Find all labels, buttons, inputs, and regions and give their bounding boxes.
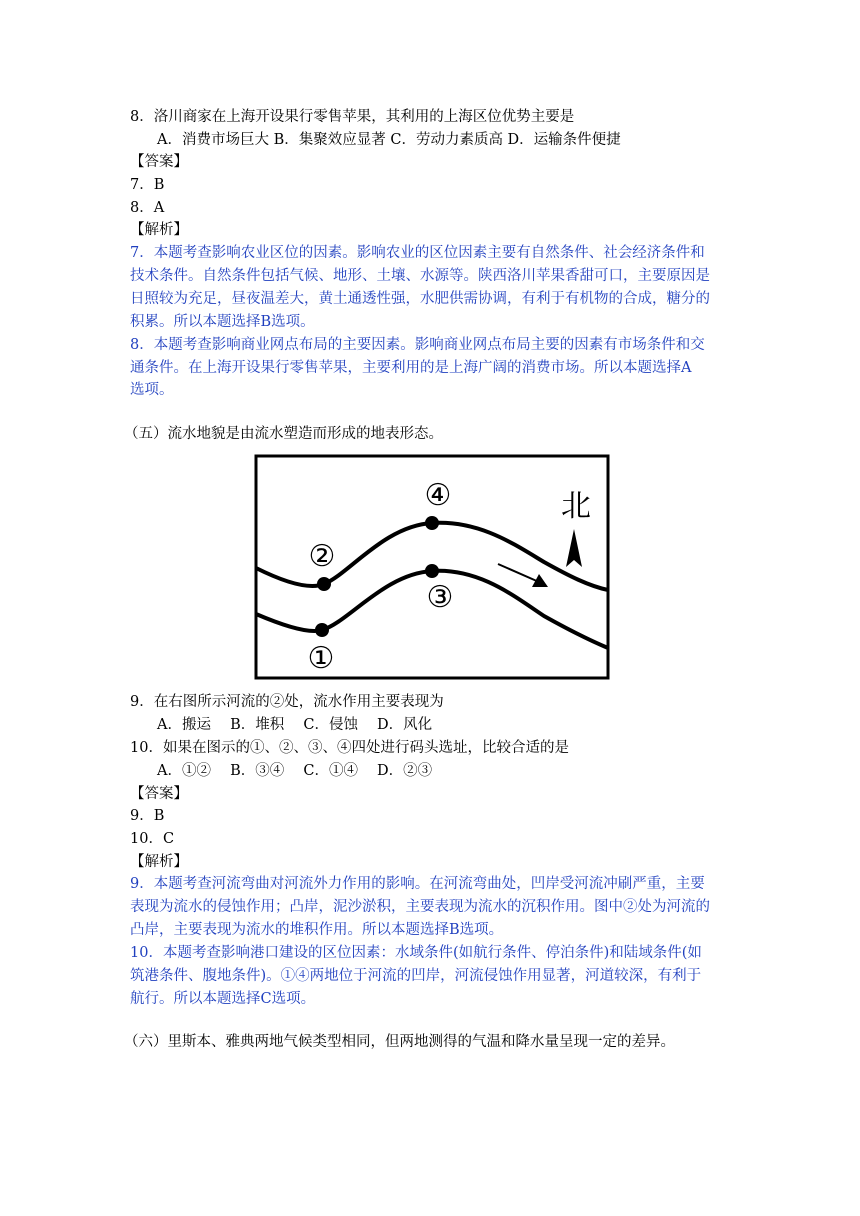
point-2-marker (317, 577, 331, 591)
river-meander-diagram (254, 454, 610, 680)
answer-8: 8．A (130, 200, 165, 216)
analysis-label: 【解析】 (130, 854, 188, 870)
point-4-marker (425, 516, 439, 530)
analysis-line: 通条件。在上海开设果行零售苹果，主要利用的是上海广阔的消费市场。所以本题选择A (130, 360, 692, 376)
analysis-line: 9．本题考查河流弯曲对河流外力作用的影响。在河流弯曲处，凹岸受河流冲刷严重，主要 (130, 876, 705, 892)
point-3-label: ③ (426, 580, 454, 615)
analysis-line: 选项。 (130, 382, 174, 398)
answer-label: 【答案】 (130, 154, 188, 170)
point-1-label: ① (307, 641, 335, 676)
answer-7: 7．B (130, 177, 165, 193)
answer-9: 9．B (130, 808, 165, 824)
analysis-line: 技术条件。自然条件包括气候、地形、土壤、水源等。陕西洛川苹果香甜可口，主要原因是 (130, 268, 710, 284)
analysis-label: 【解析】 (130, 222, 188, 238)
analysis-line: 积累。所以本题选择B选项。 (130, 314, 315, 330)
question-8-options: A．消费市场巨大 B．集聚效应显著 C．劳动力素质高 D．运输条件便捷 (157, 132, 621, 148)
answer-label: 【答案】 (130, 786, 188, 802)
point-4-label: ④ (424, 478, 452, 513)
point-2-label: ② (308, 539, 336, 574)
analysis-line: 8．本题考查影响商业网点布局的主要因素。影响商业网点布局主要的因素有市场条件和交 (130, 337, 705, 353)
analysis-line: 航行。所以本题选择C选项。 (130, 991, 316, 1007)
north-label: 北 (561, 489, 591, 524)
analysis-line: 10．本题考查影响港口建设的区位因素：水域条件(如航行条件、停泊条件)和陆域条件(如 (130, 945, 702, 961)
analysis-line: 凸岸，主要表现为流水的堆积作用。所以本题选择B选项。 (130, 922, 504, 938)
section-6-intro: （六）里斯本、雅典两地气候类型相同，但两地测得的气温和降水量呈现一定的差异。 (124, 1034, 675, 1050)
section-5-intro: （五）流水地貌是由流水塑造而形成的地表形态。 (124, 426, 443, 442)
question-9-options: A．搬运 B．堆积 C．侵蚀 D．风化 (157, 717, 433, 733)
analysis-line: 表现为流水的侵蚀作用；凸岸，泥沙淤积，主要表现为流水的沉积作用。图中②处为河流的 (130, 899, 710, 915)
analysis-line: 筑港条件、腹地条件)。①④两地位于河流的凹岸，河流侵蚀作用显著，河道较深，有利于 (130, 968, 702, 984)
analysis-line: 7．本题考查影响农业区位的因素。影响农业的区位因素主要有自然条件、社会经济条件和 (130, 245, 705, 261)
question-10-options: A．①② B．③④ C．①④ D．②③ (157, 763, 433, 779)
analysis-line: 日照较为充足，昼夜温差大，黄土通透性强，水肥供需协调，有利于有机物的合成，糖分的 (130, 291, 710, 307)
point-1-marker (315, 623, 329, 637)
question-8-stem: 8．洛川商家在上海开设果行零售苹果，其利用的上海区位优势主要是 (130, 109, 575, 125)
answer-10: 10．C (130, 831, 175, 847)
question-10-stem: 10．如果在图示的①、②、③、④四处进行码头选址，比较合适的是 (130, 740, 569, 756)
question-9-stem: 9．在右图所示河流的②处，流水作用主要表现为 (130, 694, 444, 710)
point-3-marker (425, 564, 439, 578)
